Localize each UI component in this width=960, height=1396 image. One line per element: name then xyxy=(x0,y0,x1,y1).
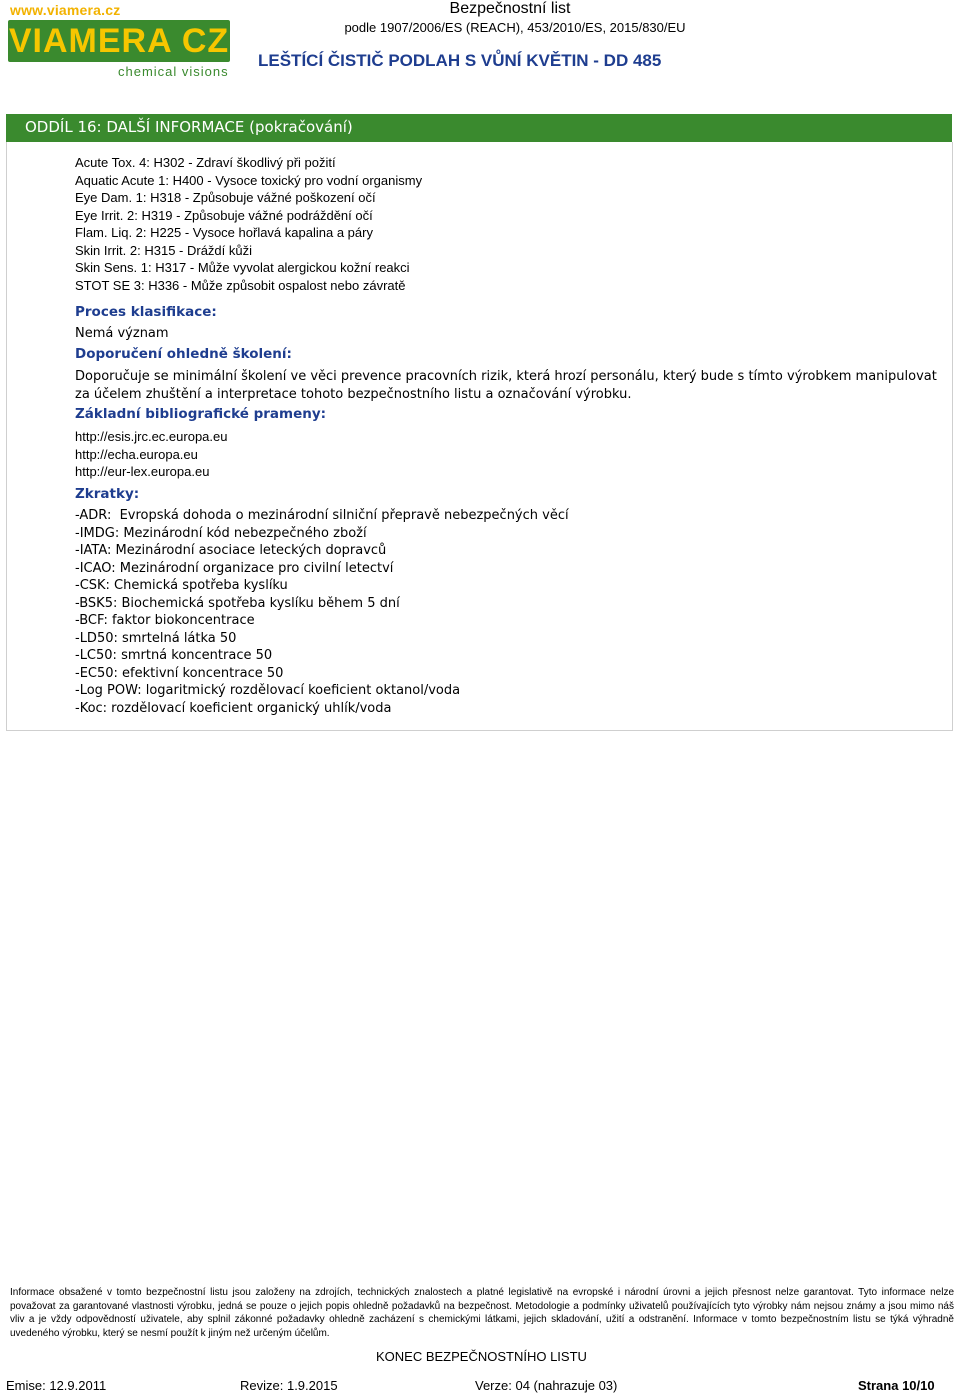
end-of-document: KONEC BEZPEČNOSTNÍHO LISTU xyxy=(376,1349,587,1364)
hazard-statements-list xyxy=(75,154,422,294)
logo: VIAMERA CZ xyxy=(8,22,230,60)
abbreviation-item: -CSK: Chemická spotřeba kyslíku xyxy=(75,578,288,593)
abbreviation-item: -BCF: faktor biokoncentrace xyxy=(75,613,255,628)
section-title: ODDÍL 16: DALŠÍ INFORMACE (pokračování) xyxy=(25,118,353,136)
issue-date: Emise: 12.9.2011 xyxy=(6,1378,107,1393)
abbreviation-item: -IATA: Mezinárodní asociace leteckých dopravců xyxy=(75,543,387,558)
abbreviation-item: -ADR: Evropská dohoda o mezinárodní silniční přepravě nebezpečných věcí xyxy=(75,508,569,523)
bibliography-link[interactable]: http://eur-lex.europa.eu xyxy=(75,464,210,479)
document-title: Bezpečnostní list xyxy=(449,0,571,17)
abbreviation-item: -IMDG: Mezinárodní kód nebezpečného zboží xyxy=(75,525,367,541)
abbreviation-item: -BSK5: Biochemická spotřeba kyslíku během 5 dní xyxy=(75,595,400,611)
footer-disclaimer: Informace obsažené v tomto bezpečnostní listu jsou založeny na zdrojích, technických znalostech a platné legislativě na evropské i národní úrovni a jejich přesnost nelze garantovat. Tyto informace nelze považovat za garantované vlastnosti výrobku, jedná se pouze o jejich popis ohledně požadavků na bezpečnost. Metodologie a podmínky uživatelů používajících tyto výrobky nám nejsou známy a jsou mimo náš vliv a je vždy odpovědností uživatele, aby splnil zákonné požadavky ohledně zacházení s chemickými látkami, jejich skladování, užití a odstranění. Informace v tomto bezpečnostním listu se týká výhradně uvedeného výrobku, který se nesmí použít k jiným než určeným účelům. xyxy=(10,1287,954,1339)
hazard-statement: Aquatic Acute 1: H400 - Vysoce toxický pro vodní organismy xyxy=(75,172,423,188)
hazard-statement: Skin Irrit. 2: H315 - Dráždí kůži xyxy=(75,242,252,258)
bibliography-link[interactable]: http://esis.jrc.ec.europa.eu xyxy=(75,429,228,444)
abbreviation-item: -ICAO: Mezinárodní organizace pro civilní letectví xyxy=(75,560,394,576)
logo-subtitle: chemical visions xyxy=(118,64,229,79)
hazard-statement: Eye Dam. 1: H318 - Způsobuje vážné poškození očí xyxy=(75,190,376,205)
page-number: Strana 10/10 xyxy=(858,1378,935,1393)
training-value: Doporučuje se minimální školení ve věci prevence pracovních rizik, která hrozí personálu, který bude s tímto výrobkem manipulovat za účelem zhuštění a interpretace tohoto bezpečnostního listu a označování výrobku. xyxy=(75,369,937,402)
product-name: LEŠTÍCÍ ČISTIČ PODLAH S VŮNÍ KVĚTIN - DD 485 xyxy=(258,51,662,70)
classification-value: Nemá význam xyxy=(75,326,169,341)
abbreviation-item: -LC50: smrtná koncentrace 50 xyxy=(75,648,273,663)
training-label: Doporučení ohledně školení: xyxy=(75,346,292,362)
hazard-statement: Flam. Liq. 2: H225 - Vysoce hořlavá kapalina a páry xyxy=(75,225,373,240)
version: Verze: 04 (nahrazuje 03) xyxy=(475,1378,618,1393)
abbreviation-item: -Koc: rozdělovací koeficient organický uhlík/voda xyxy=(75,700,392,716)
website-url: www.viamera.cz xyxy=(10,2,121,18)
revision-date: Revize: 1.9.2015 xyxy=(240,1378,338,1393)
classification-label: Proces klasifikace: xyxy=(75,304,217,320)
abbreviation-item: -LD50: smrtelná látka 50 xyxy=(75,630,237,646)
abbreviations-list xyxy=(75,507,569,717)
hazard-statement: Skin Sens. 1: H317 - Může vyvolat alergickou kožní reakci xyxy=(75,260,410,275)
bibliography-label: Základní bibliografické prameny: xyxy=(75,406,327,422)
abbreviations-label: Zkratky: xyxy=(75,486,140,502)
hazard-statement: Acute Tox. 4: H302 - Zdraví škodlivý při požití xyxy=(75,155,336,170)
bibliography-list xyxy=(75,428,227,481)
hazard-statement: Eye Irrit. 2: H319 - Způsobuje vážné podráždění očí xyxy=(75,207,373,223)
regulation-reference: podle 1907/2006/ES (REACH), 453/2010/ES, 2015/830/EU xyxy=(344,20,686,35)
bibliography-link[interactable]: http://echa.europa.eu xyxy=(75,446,198,462)
abbreviation-item: -Log POW: logaritmický rozdělovací koeficient oktanol/voda xyxy=(75,683,461,698)
hazard-statement: STOT SE 3: H336 - Může způsobit ospalost nebo závratě xyxy=(75,277,406,293)
abbreviation-item: -EC50: efektivní koncentrace 50 xyxy=(75,665,284,681)
